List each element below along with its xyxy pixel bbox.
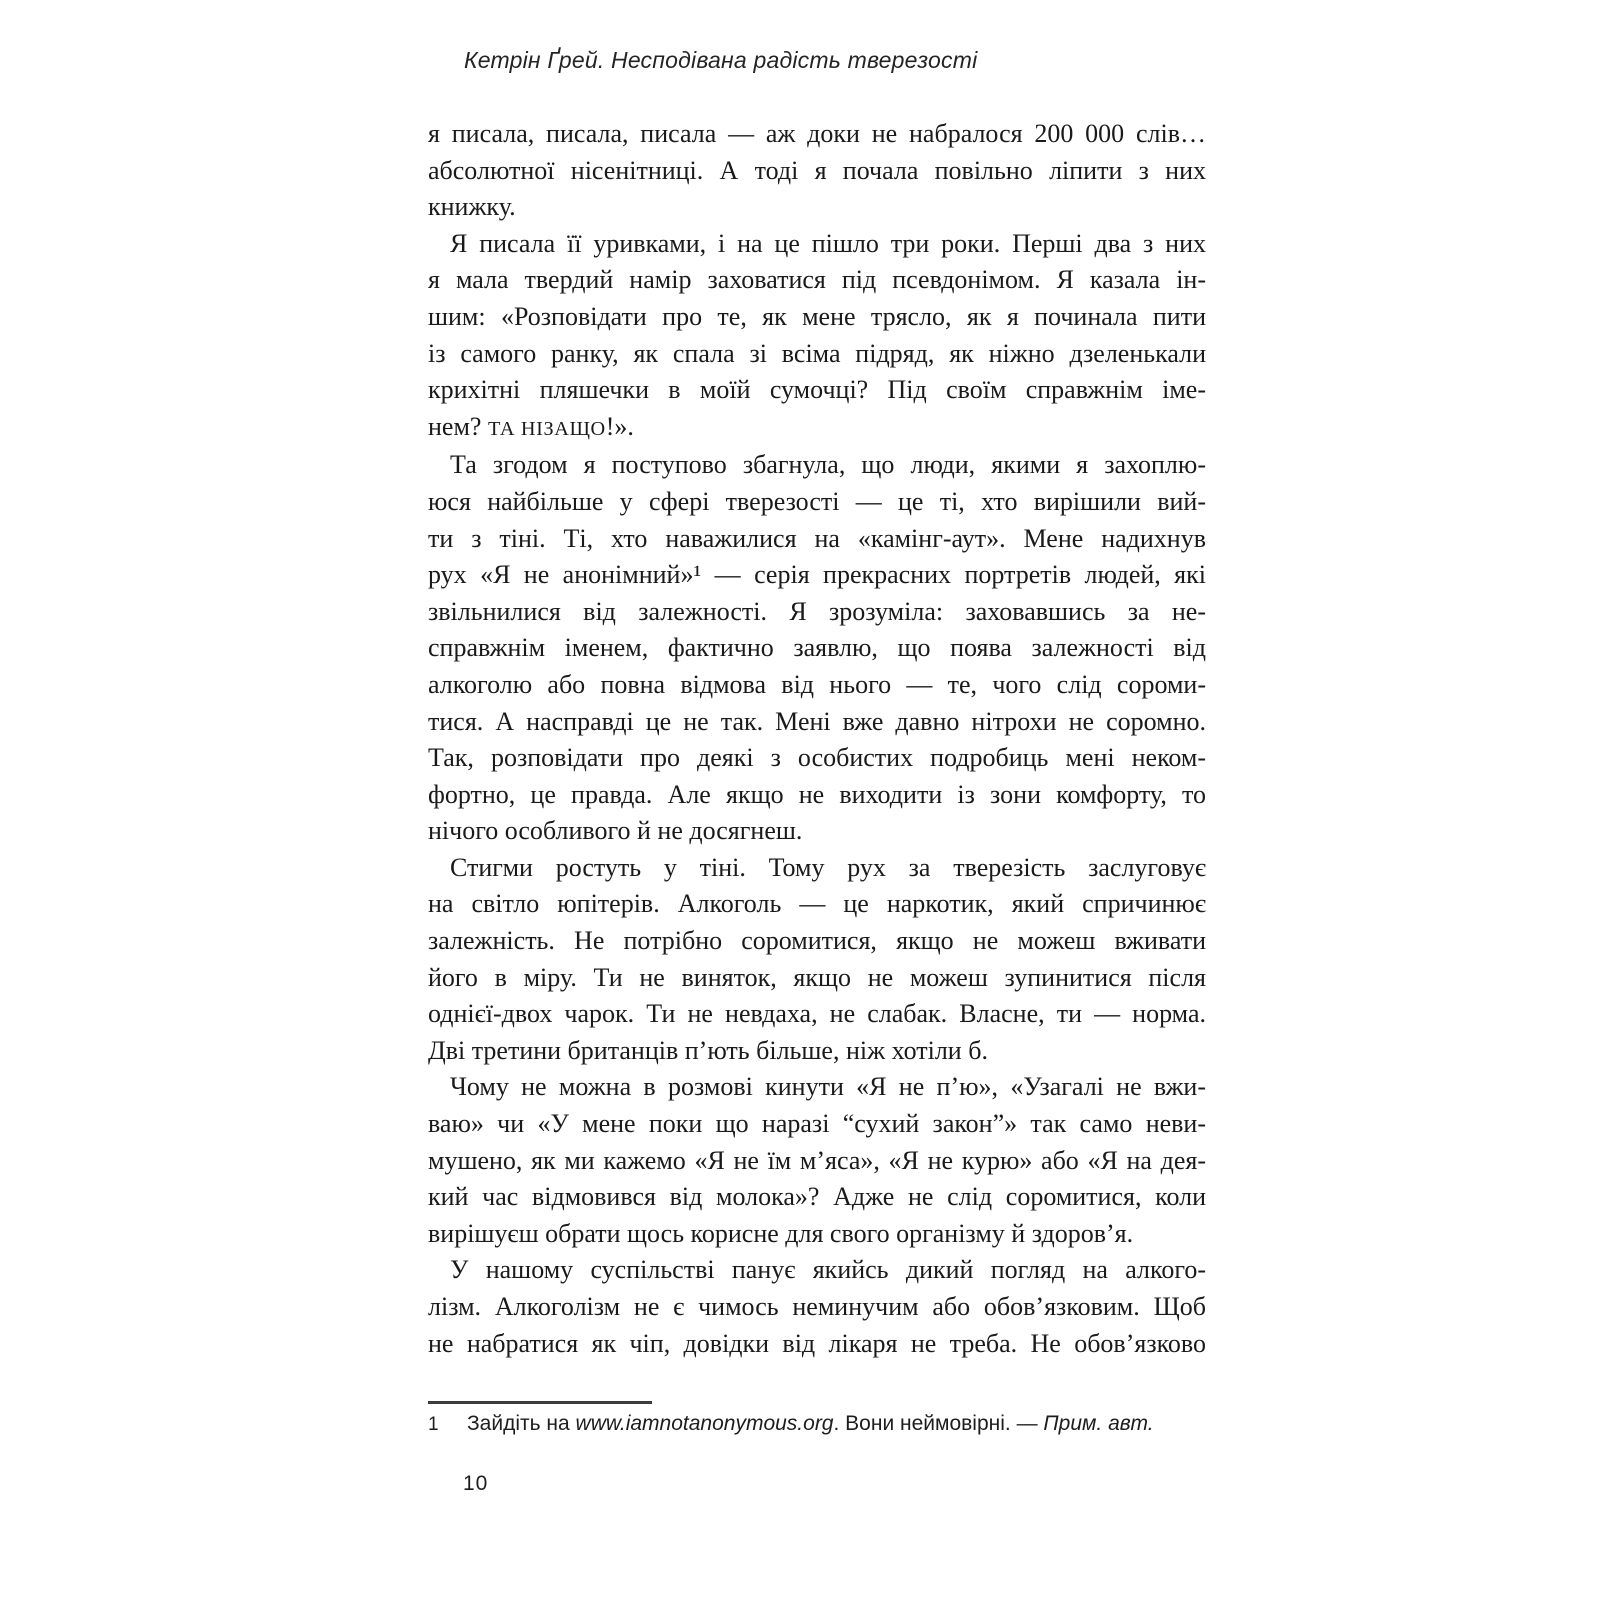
text-line: У нашому суспільстві панує якийсь дикий погляд на алкого- bbox=[450, 1255, 1206, 1285]
text-segment: !». bbox=[605, 411, 634, 441]
text-line: Так, розповідати про деякі з особистих подробиць мені неком- bbox=[428, 743, 1206, 773]
text-line: із самого ранку, як спала зі всіма підряд, як ніжно дзеленькали bbox=[428, 338, 1206, 368]
footnote-author-note: Прим. авт. bbox=[1043, 1412, 1154, 1435]
text-line: не набратися як чіп, довідки від лікаря не треба. Не обов’язково bbox=[428, 1328, 1206, 1358]
footnote-divider bbox=[428, 1401, 652, 1404]
text-line: шим: «Розповідати про те, як мене трясло, як я починала пити bbox=[428, 301, 1206, 331]
text-line: я писала, писала, писала — аж доки не набралося 200 000 слів… bbox=[428, 119, 1206, 148]
page-number: 10 bbox=[463, 1472, 489, 1495]
text-line: Та згодом я поступово збагнула, що люди, якими я захоплю- bbox=[450, 450, 1206, 480]
text-line: ваю» чи «У мене поки що наразі “сухий закон”» так само неви- bbox=[428, 1109, 1206, 1139]
text-line: вирішуєш обрати щось корисне для свого організму й здоров’я. bbox=[428, 1218, 1134, 1248]
text-line: на світло юпітерів. Алкоголь — це наркотик, який спричинює bbox=[428, 889, 1206, 919]
footnote-text: . Вони неймовірні. — bbox=[833, 1412, 1044, 1435]
smallcaps-segment: ТА НІЗАЩО bbox=[487, 417, 606, 440]
footnote-text: Зайдіть на bbox=[467, 1412, 576, 1435]
text-line: його в міру. Ти не виняток, якщо не можеш зупинитися після bbox=[428, 962, 1206, 992]
text-line: Стигми ростуть у тіні. Тому рух за тверезість заслуговує bbox=[450, 852, 1206, 882]
footnote-url: www.iamnotanonymous.org bbox=[575, 1412, 834, 1435]
text-segment: нем? bbox=[428, 411, 488, 441]
text-line: абсолютної нісенітниці. А тоді я почала повільно ліпити з них bbox=[428, 155, 1206, 185]
text-line: мушено, як ми кажемо «Я не їм м’яса», «Я не курю» або «Я на дея- bbox=[428, 1145, 1206, 1175]
text-line: звільнилися від залежності. Я зрозуміла: заховавшись за не- bbox=[428, 596, 1206, 626]
text-line: ти з тіні. Ті, хто наважилися на «камінг-аут». Мене надихнув bbox=[428, 523, 1206, 553]
text-line: Я писала її уривками, і на це пішло три роки. Перші два з них bbox=[450, 228, 1206, 258]
text-line: я мала твердий намір заховатися під псевдонімом. Я казала ін- bbox=[428, 265, 1206, 295]
footnote-marker: 1 bbox=[428, 1414, 439, 1435]
text-line: нічого особливого й не досягнеш. bbox=[428, 816, 803, 846]
text-line bbox=[428, 409, 1206, 448]
body-text bbox=[428, 116, 1206, 1362]
text-line: крихітні пляшечки в моїй сумочці? Під своїм справжнім іме- bbox=[428, 375, 1206, 405]
text-line: тися. А насправді це не так. Мені вже давно нітрохи не соромно. bbox=[428, 706, 1206, 736]
text-line: однієї-двох чарок. Ти не невдаха, не слабак. Власне, ти — норма. bbox=[428, 999, 1206, 1029]
text-line: рух «Я не анонімний»¹ — серія прекрасних портретів людей, які bbox=[428, 560, 1206, 590]
text-line: фортно, це правда. Але якщо не виходити із зони комфорту, то bbox=[428, 779, 1206, 809]
text-line: Дві третини британців п’ють більше, ніж хотіли б. bbox=[428, 1035, 988, 1065]
text-line: юся найбільше у сфері тверезості — це ті, хто вирішили вий- bbox=[428, 486, 1206, 516]
text-line: книжку. bbox=[428, 192, 516, 222]
text-line: справжнім іменем, фактично заявлю, що поява залежності від bbox=[428, 633, 1206, 663]
text-line: кий час відмовився від молока»? Адже не слід соромитися, коли bbox=[428, 1182, 1206, 1212]
text-line: залежність. Не потрібно соромитися, якщо не можеш вживати bbox=[428, 926, 1206, 956]
text-line: лізм. Алкоголізм не є чимось неминучим або обов’язковим. Щоб bbox=[428, 1292, 1206, 1321]
text-line: Чому не можна в розмові кинути «Я не п’ю», «Узагалі не вжи- bbox=[450, 1072, 1206, 1102]
running-header: Кетрін Ґрей. Несподівана радість тверезості bbox=[464, 47, 978, 73]
text-line: алкоголю або повна відмова від нього — те, чого слід сороми- bbox=[428, 669, 1206, 699]
footnote bbox=[428, 1412, 1218, 1436]
